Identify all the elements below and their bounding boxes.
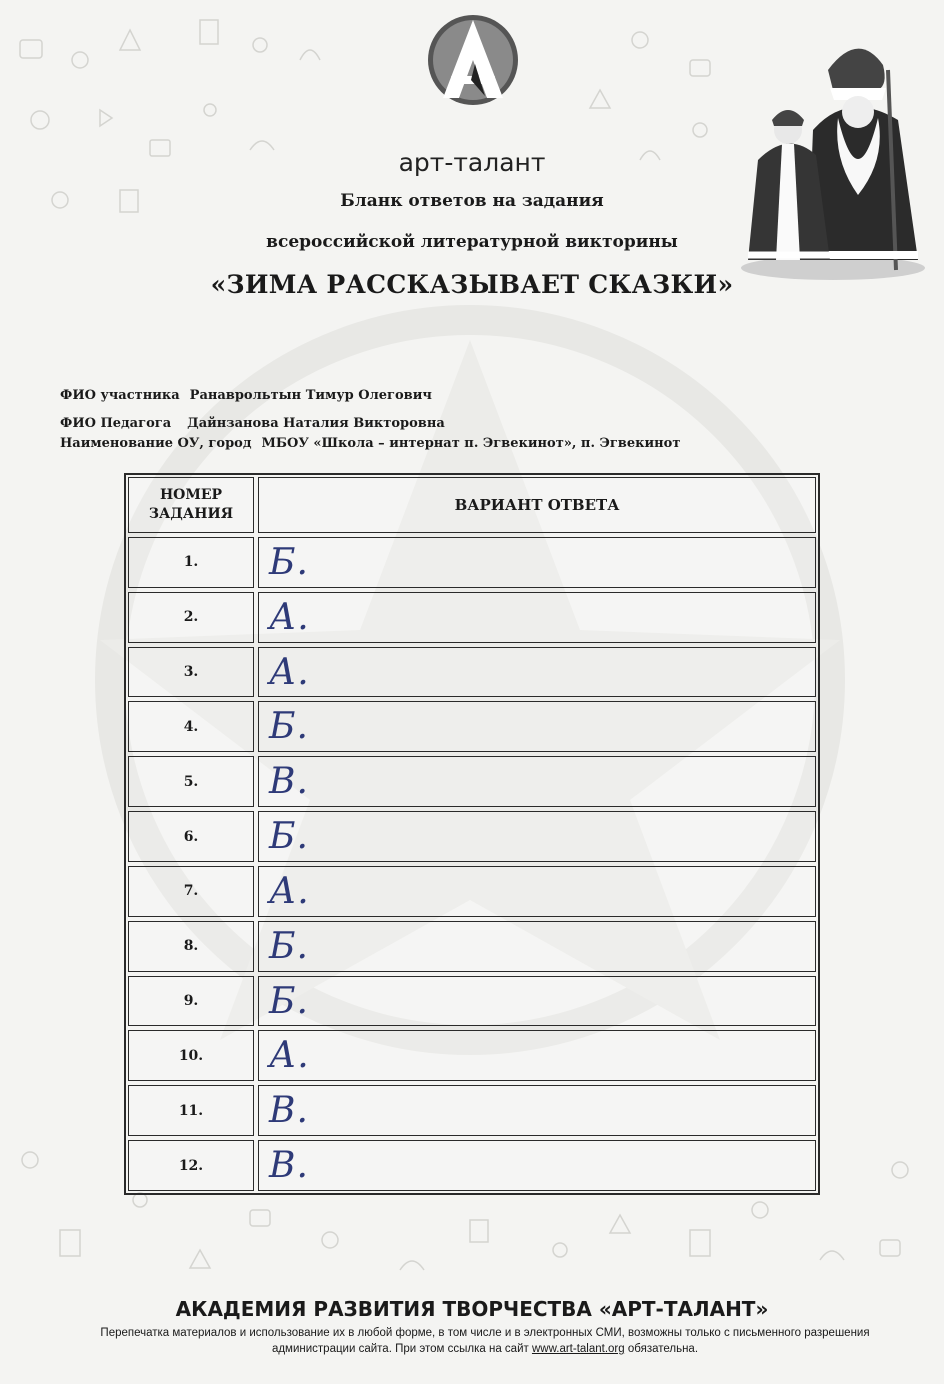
answer-4: Б. xyxy=(258,701,816,752)
form-subtitle: всероссийской литературной викторины xyxy=(266,232,678,252)
participant-line xyxy=(60,388,432,403)
school-value: МБОУ «Школа – интернат п. Эгвекинот», п. Эгвекинот xyxy=(261,436,681,451)
academy-name: АКАДЕМИЯ РАЗВИТИЯ ТВОРЧЕСТВА «АРТ-ТАЛАНТ» xyxy=(175,1297,769,1321)
school-line xyxy=(60,436,680,451)
ded-moroz-snegurochka-illustration xyxy=(738,30,928,280)
answer-9: Б. xyxy=(258,976,816,1027)
answer-3: А. xyxy=(258,647,816,698)
quiz-title: «ЗИМА РАССКАЗЫВАЕТ СКАЗКИ» xyxy=(210,270,734,299)
notice-text: Перепечатка материалов и использование их в любой форме, в том числе и в электронных СМИ, возможны только с письменного разрешения администрации сайта. При этом ссылка на сайт xyxy=(100,1327,870,1355)
task-number-11: 11. xyxy=(128,1085,254,1136)
participant-label: ФИО участника xyxy=(60,388,180,403)
answer-6: Б. xyxy=(258,811,816,862)
answer-1: Б. xyxy=(258,537,816,588)
header-answer-variant: ВАРИАНТ ОТВЕТА xyxy=(258,477,816,533)
header-task-number: НОМЕР ЗАДАНИЯ xyxy=(128,477,254,533)
task-number-1: 1. xyxy=(128,537,254,588)
task-number-2: 2. xyxy=(128,592,254,643)
teacher-line xyxy=(60,416,445,431)
task-number-9: 9. xyxy=(128,976,254,1027)
form-title: Бланк ответов на задания xyxy=(340,191,604,211)
school-label: Наименование ОУ, город xyxy=(60,436,252,451)
teacher-value: Дайнзанова Наталия Викторовна xyxy=(187,416,445,431)
answer-10: А. xyxy=(258,1030,816,1081)
answer-11: В. xyxy=(258,1085,816,1136)
answer-8: Б. xyxy=(258,921,816,972)
answer-2: А. xyxy=(258,592,816,643)
answer-5: В. xyxy=(258,756,816,807)
site-link[interactable]: www.art-talant.org xyxy=(531,1343,625,1355)
task-number-10: 10. xyxy=(128,1030,254,1081)
answers-table xyxy=(124,473,820,1195)
task-number-8: 8. xyxy=(128,921,254,972)
task-number-12: 12. xyxy=(128,1140,254,1191)
answer-7: А. xyxy=(258,866,816,917)
teacher-label: ФИО Педагога xyxy=(60,416,172,431)
task-number-5: 5. xyxy=(128,756,254,807)
art-talant-logo xyxy=(425,10,521,110)
participant-value: Ранаврольтын Тимур Олегович xyxy=(189,388,432,403)
notice-text-end: обязательна. xyxy=(627,1343,699,1355)
brand-name: арт-талант xyxy=(398,148,546,177)
copyright-notice xyxy=(90,1325,880,1357)
task-number-7: 7. xyxy=(128,866,254,917)
task-number-6: 6. xyxy=(128,811,254,862)
task-number-4: 4. xyxy=(128,701,254,752)
answer-12: В. xyxy=(258,1140,816,1191)
task-number-3: 3. xyxy=(128,647,254,698)
